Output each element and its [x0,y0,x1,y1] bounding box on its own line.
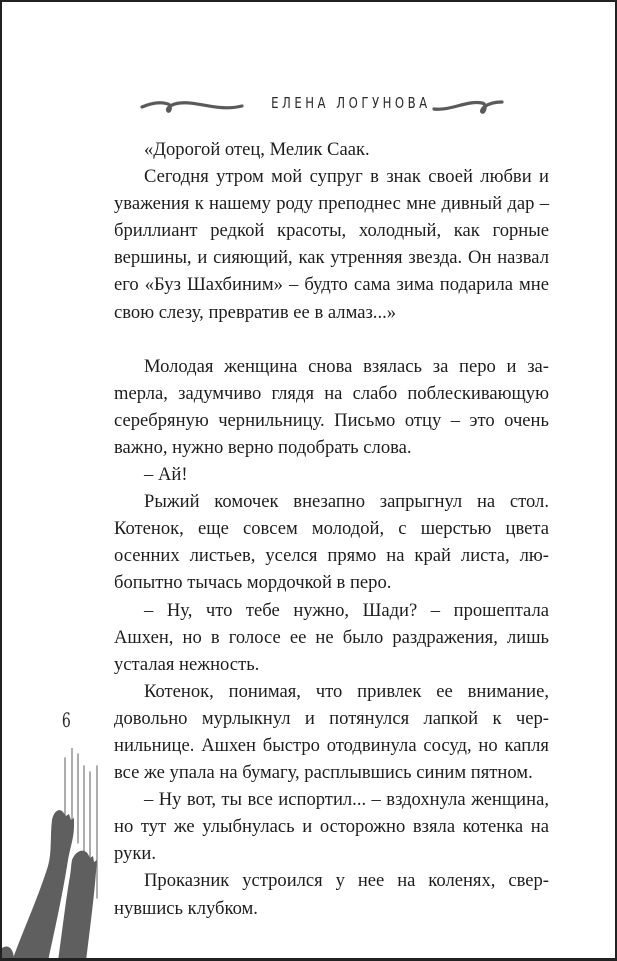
paragraph: Рыжий комочек внезапно запрыгнул на стол. Котенок, еще совсем молодой, с шерстью цвета осенних листьев, уселся прямо на край листа, любопытно тычась мордочкой в перо. [114,491,549,594]
paragraph: Молодая женщина снова взялась за перо и заmерла, задумчиво глядя на слабо поблескивающую серебряную чернильницу. Письмо отцу – это очень важно, нужно верно подобрать слова. [114,355,549,458]
author-name-title: ЕЛЕНА ЛОГУНОВА [271,94,431,112]
paragraph: – Ну, что тебе нужно, Шади? – прошептала Ашхен, но в голосе ее не было раздражения, лишь усталая нежность. [114,599,549,675]
page-number: 6 [61,708,71,732]
paragraph: Проказник устроился у нее на коленях, свернувшись клубком. [114,870,549,919]
paragraph: «Дорогой отец, Мелик Саак. [144,139,370,160]
story-text [114,136,549,922]
running-head [0,88,617,124]
paragraph: – Ай! [144,464,188,486]
tail-shadow [2,947,14,961]
paragraph: – Ну вот, ты все испортил... – вздохнула женщина, но тут же улыбнулась и осторожно взяла котенка на руки. [114,789,549,865]
right-flourish-ornament-icon [432,88,504,124]
left-flourish-ornament-icon [140,88,244,124]
paragraph: Сегодня утром мой супруг в знак своей любви и уважения к нашему роду преподнес мне дивный дар – бриллиант редкой красоты, холодный, как горные вершины, и сияющий, как утренняя звезда. Он назвал его «Буз Шахбиним» – будто сама зима подарила мне свою слезу, превратив ее в алмаз...» [114,166,549,323]
cat-paws-illustration-icon [0,748,110,961]
paragraph: Котенок, понимая, что привлек ее внимание, довольно мурлыкнул и потянулся лапкой к чернильнице. Ашхен быстро отодвинула сосуд, но капля все же упала на бумагу, расплывшись синим пятном. [114,680,549,784]
